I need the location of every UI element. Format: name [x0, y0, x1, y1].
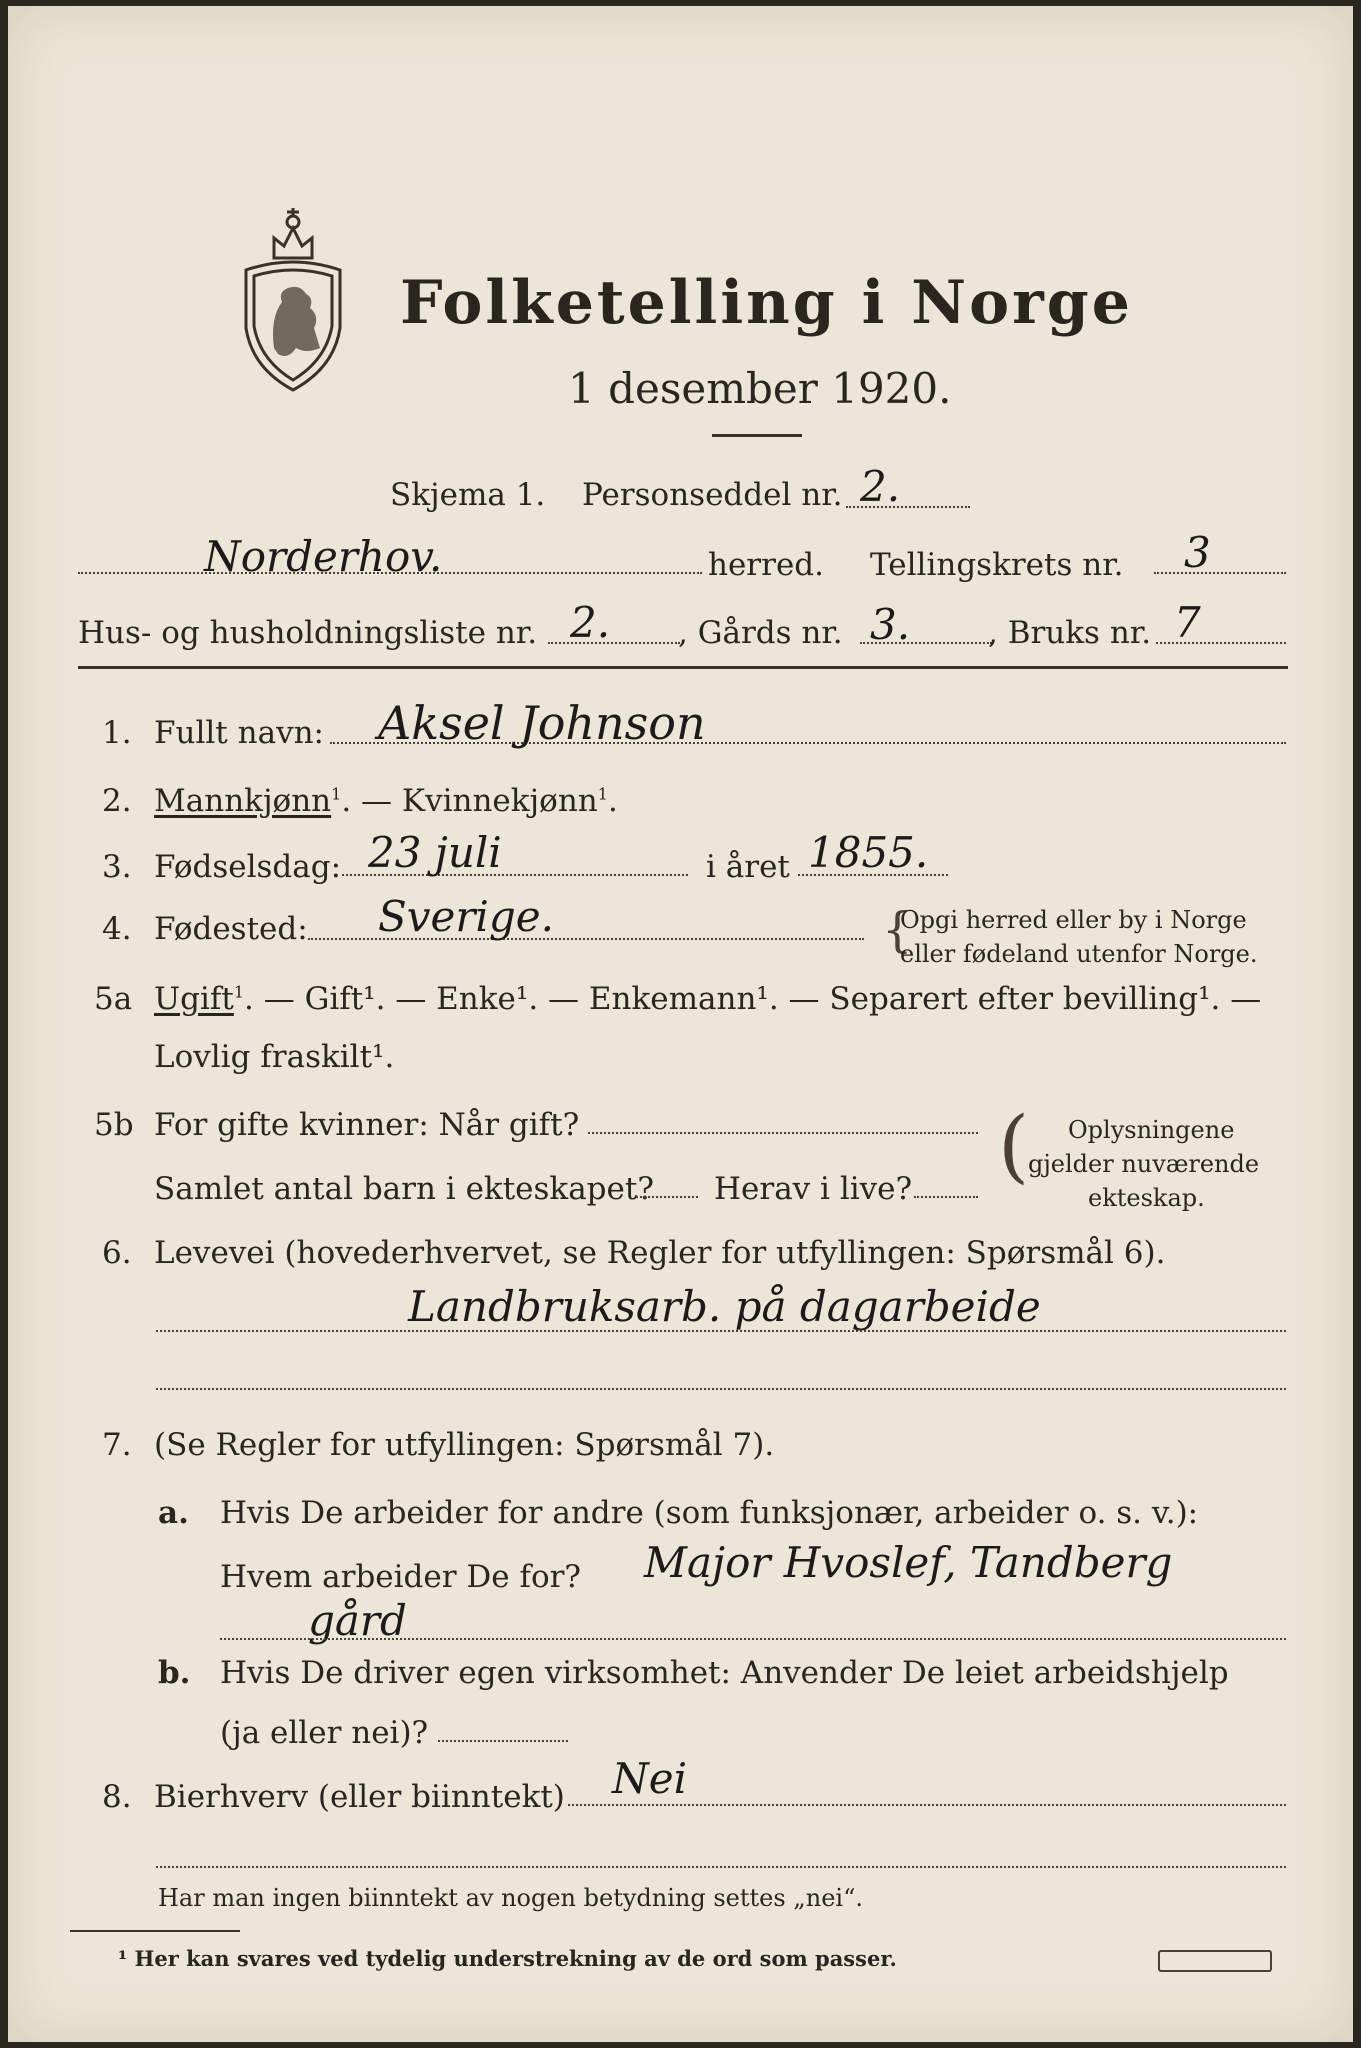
- bruks-value: 7: [1174, 598, 1201, 647]
- q8-value: Nei: [612, 1754, 688, 1803]
- q3-number: 3.: [102, 849, 132, 885]
- skjema-label: Skjema 1.: [390, 477, 546, 513]
- form-title: Folketelling i Norge: [400, 268, 1133, 338]
- q6-line-2: [156, 1388, 1286, 1390]
- q5b-barn-line: [636, 1196, 698, 1198]
- q4-note-2: eller fødeland utenfor Norge.: [900, 940, 1258, 968]
- q5b-note-3: ekteskap.: [1088, 1184, 1205, 1212]
- personseddel-value: 2.: [860, 462, 901, 511]
- q5b-line2b: Herav i live?: [714, 1171, 913, 1207]
- gards-value: 3.: [870, 600, 911, 649]
- q2-female: . — Kvinnekjønn: [341, 783, 598, 819]
- nei-note: Har man ingen biinntekt av nogen betydning settes „nei“.: [158, 1884, 863, 1912]
- q7a-value-2: gård: [308, 1596, 407, 1645]
- coat-of-arms-icon: [234, 198, 352, 398]
- husliste-line: [548, 642, 680, 644]
- section-rule: [78, 666, 1288, 669]
- tellingskrets-value: 3: [1184, 528, 1211, 577]
- q4-brace: {: [882, 902, 913, 958]
- q7b-line: [438, 1740, 568, 1742]
- q7b-line2: (ja eller nei)?: [220, 1715, 429, 1751]
- q3-value: 23 juli: [368, 828, 502, 877]
- q6-number: 6.: [102, 1235, 132, 1271]
- q7a-value-1: Major Hvoslef, Tandberg: [644, 1538, 1173, 1587]
- q5b-line1: For gifte kvinner: Når gift?: [154, 1107, 580, 1143]
- q2-number: 2.: [102, 783, 132, 819]
- title-divider: [712, 434, 802, 437]
- q5a-ugift: Ugift: [154, 981, 234, 1017]
- q5b-number: 5b: [94, 1107, 134, 1143]
- form-date: 1 desember 1920.: [568, 364, 952, 413]
- q2-male: Mannkjønn: [154, 783, 332, 819]
- footnote-rule: [70, 1930, 240, 1932]
- herred-value: Norderhov.: [204, 532, 443, 581]
- q6-line-1: [156, 1330, 1286, 1332]
- q7b-number: b.: [158, 1655, 191, 1691]
- bruks-label: , Bruks nr.: [988, 615, 1152, 651]
- q8-line: [568, 1804, 1286, 1806]
- q8-line-2: [156, 1866, 1286, 1868]
- q7a-number: a.: [158, 1495, 189, 1531]
- q8-label: Bierhverv (eller biinntekt): [154, 1779, 565, 1815]
- q4-value: Sverige.: [378, 892, 554, 941]
- q5b-line2a: Samlet antal barn i ekteskapet?: [154, 1171, 654, 1207]
- q4-note-1: Opgi herred eller by i Norge: [900, 906, 1247, 934]
- gards-label: , Gårds nr.: [678, 615, 843, 651]
- q4-number: 4.: [102, 911, 132, 947]
- q3-year-label: i året: [706, 849, 790, 885]
- census-form: [8, 6, 1353, 2042]
- q5a-line2: Lovlig fraskilt¹.: [154, 1039, 395, 1075]
- q2-text: Mannkjønn$^1$. — Kvinnekjønn$^1$.: [154, 783, 618, 819]
- q7a-line2: Hvem arbeider De for?: [220, 1559, 582, 1595]
- tellingskrets-label: Tellingskrets nr.: [870, 547, 1124, 583]
- q6-value: Landbruksarb. på dagarbeide: [408, 1282, 1041, 1331]
- personseddel-label: Personseddel nr.: [582, 477, 843, 513]
- q8-number: 8.: [102, 1779, 132, 1815]
- q1-value: Aksel Johnson: [378, 696, 706, 750]
- footnote: ¹ Her kan svares ved tydelig understrekning av de ord som passer.: [118, 1946, 897, 1971]
- q2-end: .: [607, 783, 618, 819]
- q4-label: Fødested:: [154, 911, 308, 947]
- q5a-options: . — Gift¹. — Enke¹. — Enkemann¹. — Separert efter bevilling¹. —: [244, 981, 1262, 1017]
- q7-number: 7.: [102, 1427, 132, 1463]
- q5b-note-1: Oplysningene: [1068, 1116, 1235, 1144]
- q1-label: Fullt navn:: [154, 715, 324, 751]
- q6-label: Levevei (hovederhvervet, se Regler for utfyllingen: Spørsmål 6).: [154, 1235, 1166, 1271]
- q3-year-value: 1855.: [808, 828, 929, 877]
- q5b-gift-line: [588, 1132, 978, 1134]
- husliste-value: 2.: [570, 598, 611, 647]
- q7-label: (Se Regler for utfyllingen: Spørsmål 7).: [154, 1427, 775, 1463]
- herred-label: herred.: [708, 547, 824, 583]
- q7a-line: [220, 1638, 1286, 1640]
- tellingskrets-line: [1154, 572, 1286, 574]
- q3-label: Fødselsdag:: [154, 849, 342, 885]
- printer-mark: [1158, 1950, 1272, 1972]
- q5a-text: Ugift$^1$. — Gift¹. — Enke¹. — Enkemann¹. — Separert efter bevilling¹. —: [154, 981, 1262, 1017]
- q1-number: 1.: [102, 715, 132, 751]
- q7a-line1: Hvis De arbeider for andre (som funksjonær, arbeider o. s. v.):: [220, 1495, 1199, 1531]
- q7b-line1: Hvis De driver egen virksomhet: Anvender De leiet arbeidshjelp: [220, 1655, 1229, 1691]
- q5b-note-2: gjelder nuværende: [1028, 1150, 1260, 1178]
- husliste-label: Hus- og husholdningsliste nr.: [78, 615, 538, 651]
- q5b-live-line: [914, 1196, 978, 1198]
- q5a-number: 5a: [94, 981, 133, 1017]
- q5b-brace: (: [998, 1099, 1030, 1192]
